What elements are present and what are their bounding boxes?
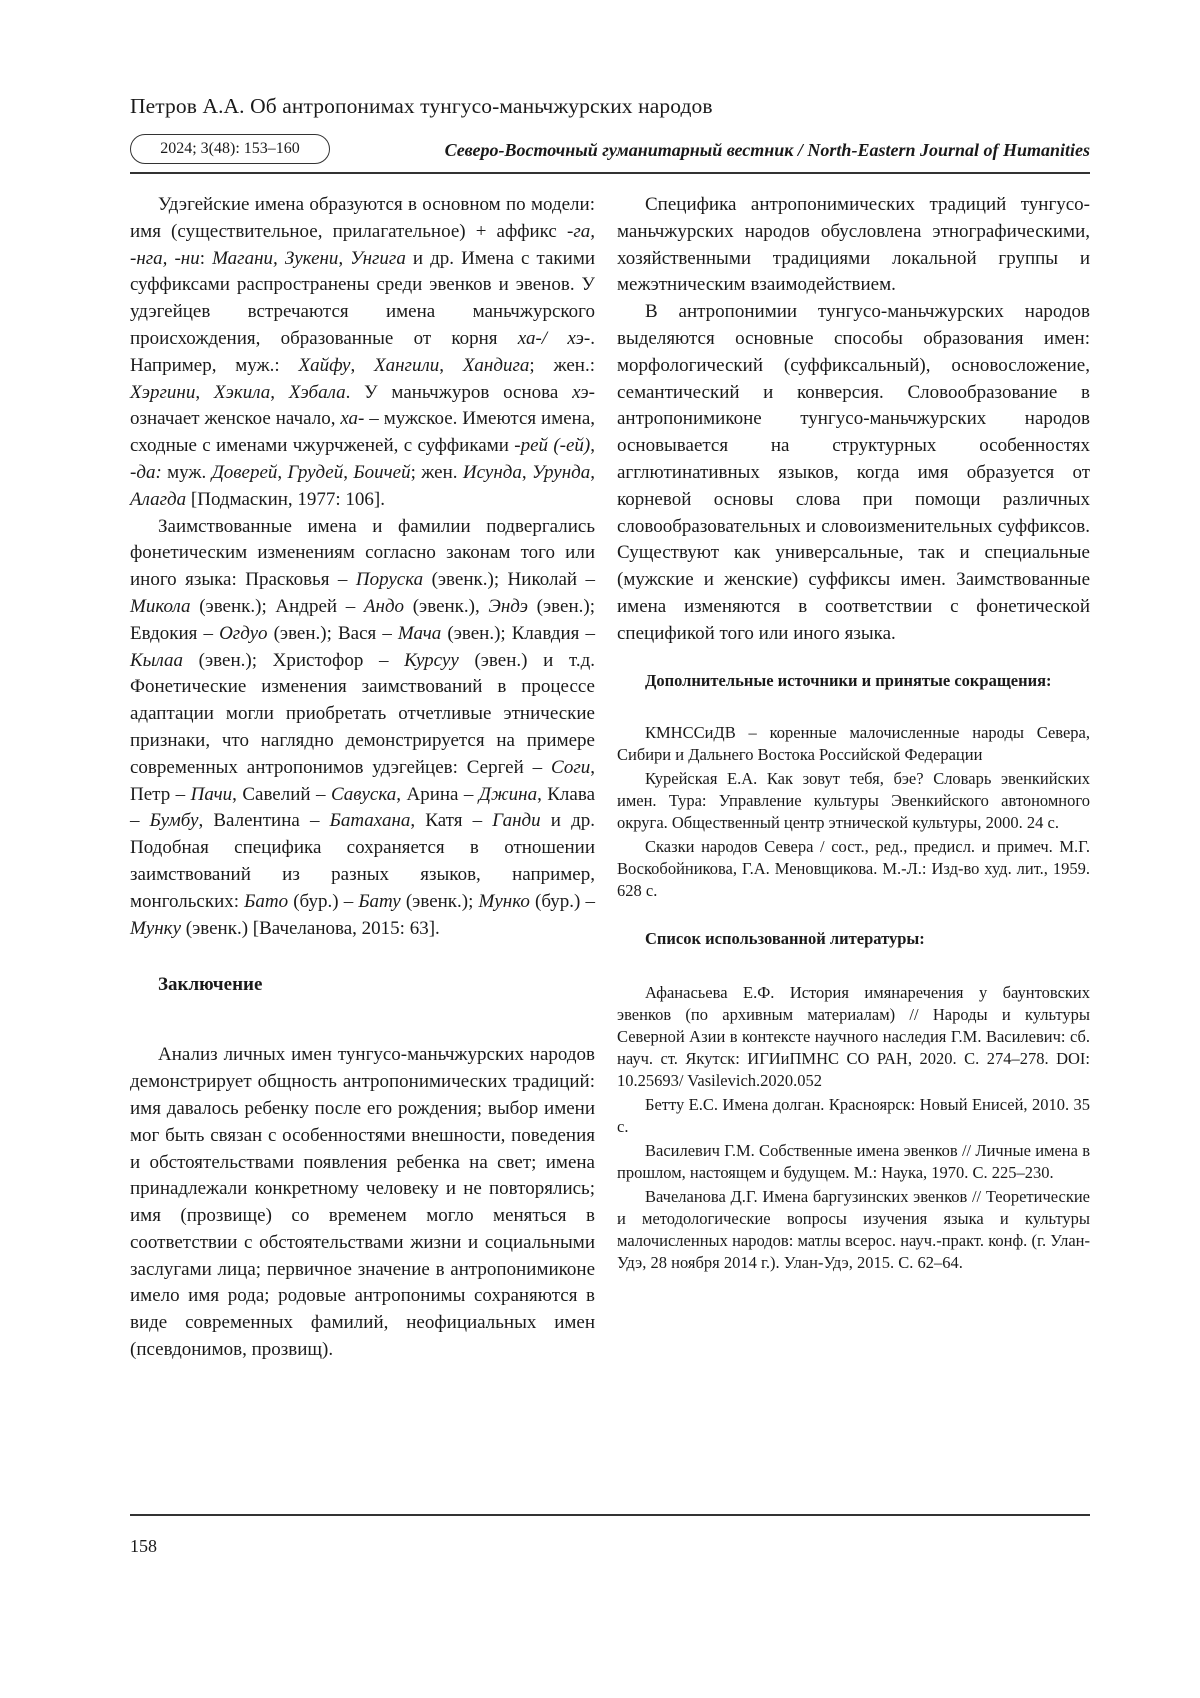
running-title: Петров А.А. Об антропонимах тунгусо-маньчжурских народов [130, 94, 713, 118]
reference-entry: Василевич Г.М. Собственные имена эвенков // Личные имена в прошлом, настоящем и будущем. М.: Наука, 1970. С. 225–230. [617, 1140, 1090, 1182]
left-column [130, 192, 595, 1364]
sources-heading: Дополнительные источники и принятые сокращения: [645, 670, 1052, 690]
issue-badge: 2024; 3(48): 153–160 [130, 134, 330, 164]
footer-rule [130, 1514, 1090, 1516]
body-paragraph: Анализ личных имен тунгусо-маньчжурских народов демонстрирует общность антропонимических традиций: имя давалось ребенку после его рождения; выбор имени мог быть связан с особенностями внешности, поведения и обстоятельствами появления ребенка на свет; имена принадлежали конкретному человеку и не повторялись; имя (прозвище) со временем могло меняться в соответствии с обстоятельствами жизни и социальными заслугами лица; первичное значение в антропонимиконе имело имя рода; родовые антропонимы сохраняются в виде современных фамилий, неофициальных имен (псевдонимов, прозвищ). [130, 1044, 595, 1361]
source-entry: Курейская Е.А. Как зовут тебя, бэе? Словарь эвенкийских имен. Тура: Управление культуры Эвенкийского автономного округа. Общественный центр этнической культуры, 2000. 24 с. [617, 768, 1090, 832]
body-paragraph: В антропонимии тунгусо-маньчжурских народов выделяются основные способы образования имен: морфологический (суффиксальный), основосложение, семантический и конверсия. Словообразование в антропонимиконе тунгусо-маньчжурских народов основывается на структурных особенностях агглютинативных языков, когда имя образуется от корневой основы слова при помощи различных словообразовательных и словоизменительных суффиксов. Существуют как универсальные, так и специальные (мужские и женские) суффиксы имен. Заимствованные имена изменяются в соответствии с фонетической спецификой того или иного языка. [617, 301, 1090, 644]
right-column [617, 192, 1090, 1274]
journal-name: Северо-Восточный гуманитарный вестник / North-Eastern Journal of Humanities [444, 140, 1090, 160]
reference-entry: Бетту Е.С. Имена долган. Красноярск: Новый Енисей, 2010. 35 с. [617, 1094, 1090, 1136]
reference-entry: Вачеланова Д.Г. Имена баргузинских эвенков // Теоретические и методологические вопросы изучения языка и культуры малочисленных народов: матлы всерос. науч.-практ. конф. (г. Улан-Удэ, 28 ноября 2014 г.). Улан-Удэ, 2015. С. 62–64. [617, 1186, 1090, 1272]
body-paragraph: Заимствованные имена и фамилии подвергались фонетическим изменениям согласно законам того или иного языка: Прасковья – Поруска (эвенк.); Николай – Микола (эвенк.); Андрей – Андо (эвенк.), Эндэ (эвен.); Евдокия – Огдуо (эвен.); Вася – Мача (эвен.); Клавдия – Кылаа (эвен.); Христофор – Курсуу (эвен.) и т.д. Фонетические изменения заимствований в процессе адаптации могли приобретать отчетливые этнические признаки, что наглядно демонстрируется на примере современных антропонимов удэгейцев: Сергей – Соги, Петр – Пачи, Савелий – Савуска, Арина – Джина, Клава – Бумбу, Валентина – Батахана, Катя – Ганди и др. Подобная специфика сохраняется в отношении заимствований из разных языков, например, монгольских: Бато (бур.) – Бату (эвенк.); Мунко (бур.) – Мунку (эвенк.) [Вачеланова, 2015: 63]. [130, 515, 596, 939]
conclusion-heading: Заключение [158, 974, 263, 996]
body-paragraph: Удэгейские имена образуются в основном по модели: имя (существительное, прилагательное) + аффикс -га, -нга, -ни: Магани, Зукени, Унгига и др. Имена с такими суффиксами распространены среди эвенков и эвенов. У удэгейцев встречаются имена маньчжурского происхождения, образованные от корня ха-/ хэ-. Например, муж.: Хайфу, Хангили, Хандига; жен.: Хэргини, Хэкила, Хэбала. У маньчжуров основа хэ- означает женское начало, ха- – мужское. Имеются имена, сходные с именами чжурчженей, с суффиками -рей (-ей), -да: муж. Доверей, Грудей, Боичей; жен. Исунда, Урунда, Алагда [Подмаскин, 1977: 106]. [130, 194, 596, 510]
source-entry: Сказки народов Севера / сост., ред., предисл. и примеч. М.Г. Воскобойникова, Г.А. Меновщикова. М.-Л.: Изд-во худ. лит., 1959. 628 с. [617, 836, 1090, 900]
body-paragraph: Специфика антропонимических традиций тунгусо-маньчжурских народов обусловлена этнографическими, хозяйственными традициями локальной группы и межэтническим взаимодействием. [617, 194, 1090, 296]
reference-entry: Афанасьева Е.Ф. История имянаречения у баунтовских эвенков (по архивным материалам) // Народы и культуры Северной Азии в контексте научного наследия Г.М. Василевич: сб. науч. ст. Якутск: ИГИиПМНС СО РАН, 2020. С. 274–278. DOI: 10.25693/ Vasilevich.2020.052 [617, 982, 1090, 1090]
literature-heading: Список использованной литературы: [645, 928, 925, 948]
source-entry: КМНССиДВ – коренные малочисленные народы Севера, Сибири и Дальнего Востока Российской Федерации [617, 722, 1090, 764]
header-rule [130, 172, 1090, 174]
page-number: 158 [130, 1536, 157, 1556]
